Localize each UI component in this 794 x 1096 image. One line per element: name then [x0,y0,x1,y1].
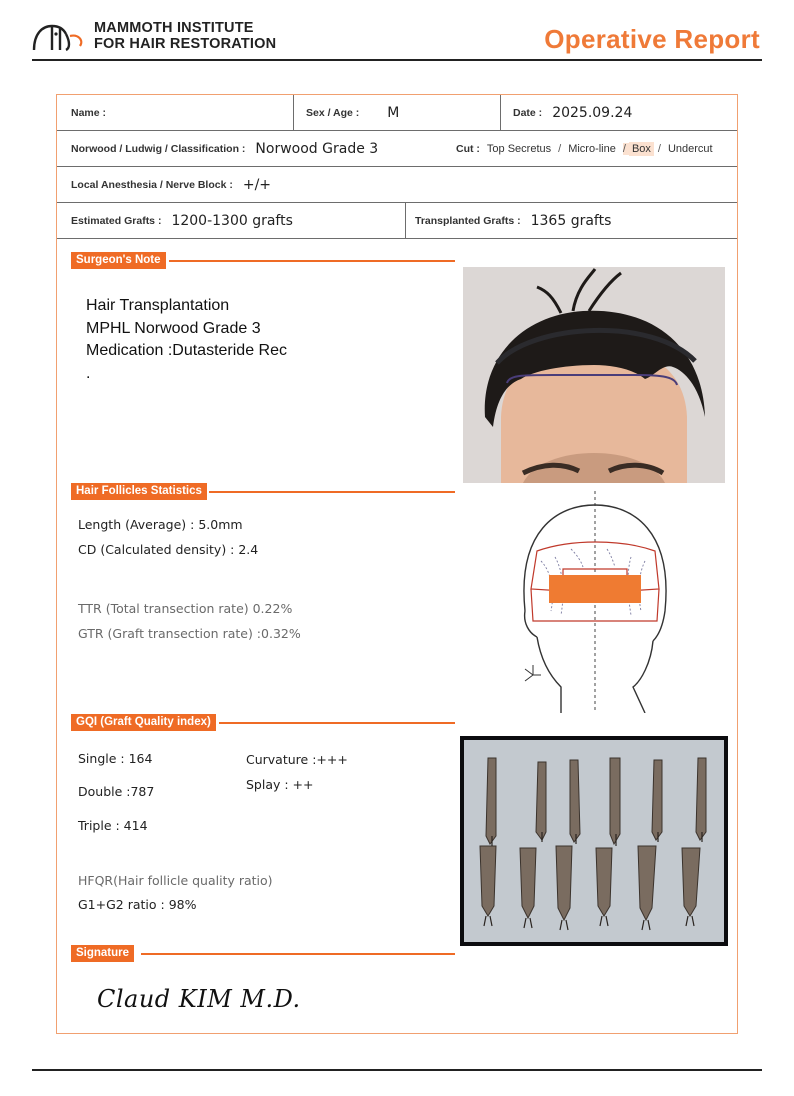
g1-g2-ratio: G1+G2 ratio : 98% [78,897,197,912]
row-name-sex-date [57,95,737,131]
surgeons-note-text [86,295,287,385]
section-title: Signature [71,945,134,962]
estimated-grafts-field[interactable] [71,203,391,238]
row-classification-cut [57,131,737,167]
surgeon-signature: Claud KIM M.D. [97,985,301,1013]
divider [500,95,501,130]
transplanted-grafts-field[interactable] [415,203,725,238]
calculated-density: CD (Calculated density) : 2.4 [78,542,259,557]
sex-age-field[interactable] [306,95,496,130]
section-title: GQI (Graft Quality index) [71,714,216,731]
cut-option-top-secretus[interactable]: Top Secretus [486,142,552,155]
anesthesia-value: +/+ [242,176,272,193]
anesthesia-label: Local Anesthesia / Nerve Block : [71,178,233,191]
note-line: Hair Transplantation [86,297,230,314]
cut-options: Top Secretus / Micro-line / Box / Undercut [484,142,716,156]
section-rule [209,491,455,493]
section-rule [169,260,455,262]
classification-field[interactable] [71,131,451,166]
org-name-line2: FOR HAIR RESTORATION [94,36,277,52]
mammoth-logo-icon [30,20,90,52]
estimated-grafts-value: 1200-1300 grafts [171,212,293,229]
cut-field [456,131,736,166]
sex-age-value: M [387,104,400,121]
divider [405,203,406,238]
splay: Splay : ++ [246,777,314,792]
name-field[interactable] [71,95,291,130]
section-rule [219,722,455,724]
sex-age-label: Sex / Age : [306,106,360,119]
institute-logo [30,18,290,54]
anesthesia-field[interactable] [71,167,471,202]
note-line: Medication :Dutasteride Rec [86,342,287,359]
header-divider [32,59,762,61]
graft-transection-rate: GTR (Graft transection rate) :0.32% [78,626,301,641]
double-grafts: Double :787 [78,784,155,799]
transplanted-grafts-label: Transplanted Grafts : [415,214,521,227]
name-label: Name : [71,106,107,119]
patient-hairline-photo [463,267,725,483]
cut-option-undercut[interactable]: Undercut [667,142,713,155]
date-field[interactable] [513,95,733,130]
section-rule [141,953,455,955]
date-value: 2025.09.24 [552,104,633,121]
length-average: Length (Average) : 5.0mm [78,517,243,532]
single-grafts: Single : 164 [78,751,153,766]
classification-value: Norwood Grade 3 [255,140,379,157]
transplanted-grafts-value: 1365 grafts [530,212,612,229]
cut-option-box[interactable]: Box [629,142,654,156]
total-transection-rate: TTR (Total transection rate) 0.22% [78,601,293,616]
classification-label: Norwood / Ludwig / Classification : [71,142,246,155]
section-title: Surgeon's Note [71,252,166,269]
graft-samples-photo [460,736,728,946]
section-title: Hair Follicles Statistics [71,483,207,500]
hfqr-label: HFQR(Hair follicle quality ratio) [78,873,273,888]
cut-option-micro-line[interactable]: Micro-line [568,142,616,155]
date-label: Date : [513,106,543,119]
org-name-line1: MAMMOTH INSTITUTE [94,20,254,36]
estimated-grafts-label: Estimated Grafts : [71,214,162,227]
row-grafts [57,203,737,239]
divider [293,95,294,130]
row-anesthesia [57,167,737,203]
note-line: . [86,364,91,382]
report-form [56,94,738,1034]
curvature: Curvature :+++ [246,752,348,767]
cut-label: Cut : [456,142,480,155]
footer-divider [32,1069,762,1071]
donor-area-diagram [511,491,681,713]
note-line: MPHL Norwood Grade 3 [86,319,261,337]
triple-grafts: Triple : 414 [78,818,148,833]
report-title: Operative Report [544,24,760,54]
